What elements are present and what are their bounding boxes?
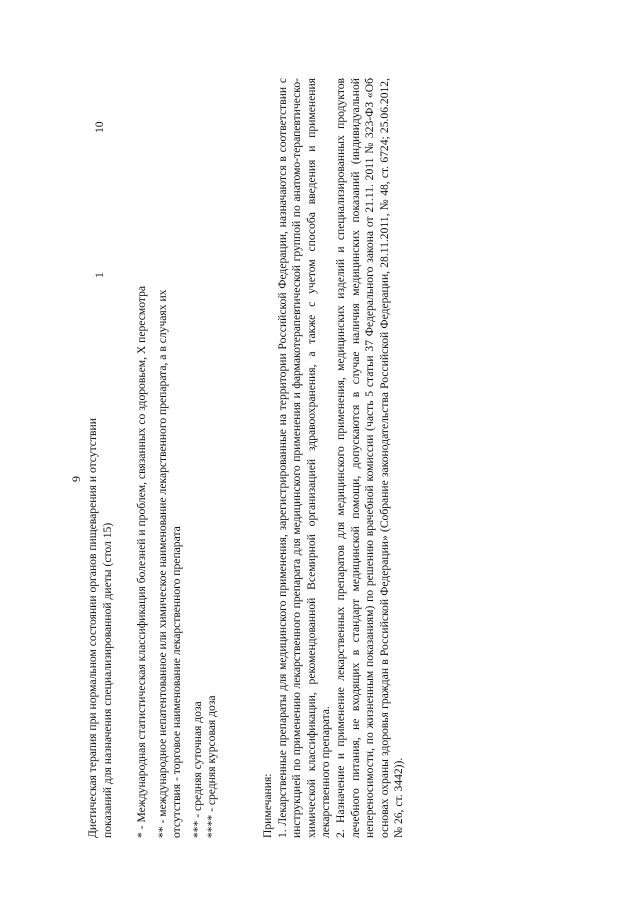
abbreviation-inn: ** - международное непатентованное или химическое наименование лекарственного препарата, а в случаях их [155,289,169,838]
abbreviation-daily-dose: *** - средняя суточная доза [190,701,204,838]
table-row-value-2: 10 [93,121,106,133]
notes-title: Примечания: [261,773,274,838]
table-row-value-1: 1 [93,272,106,278]
note-item-1: 1. Лекарственные препараты для медицинского применения, зарегистрированные на территории Российской Федерации, назначаются в соответствии с инструкцией по применению лекарственного препарата для медицинского применения и фармакотерапевтической группой по анатомо-терапевтическо-химической классификации, рекомендованной Всемирной организацией здравоохранения, а также с учетом способа введения и применения лекарственного препарата. [275,78,333,838]
abbreviation-course-dose: **** - средняя курсовая доза [205,695,219,838]
notes-section [261,78,407,838]
page-number: 9 [69,476,83,482]
table-row [86,78,118,838]
abbreviation-inn-continued: отсутствия - торговое наименование лекарственного препарата [170,526,184,838]
rotated-page-content [69,78,430,838]
note-item-2: 2. Назначение и применение лекарственных препаратов для медицинского применения, медицинских изделий и специализированных продуктов лечебного питания, не входящих в стандарт медицинской помощи, допускаются в случае наличия медицинских показаний (индивидуальной непереносимости, по жизненным показаниям) по решению врачебной комиссии (часть 5 статьи 37 Федерального закона от 21.11. 2011 № 323-ФЗ «Об основах охраны здоровья граждан в Российской Федерации» (Собрание законодательства Российской Федерации, 28.11.2011, № 48, ст. 6724; 25.06.2012, № 26, ст. 3442)). [333,78,406,838]
table-row-label: Диетическая терапия при нормальном состоянии органов пищеварения и отсутствии показаний для назначения специализированной диеты (стол 15) [86,418,114,838]
abbreviation-icd: * - Международная статистическая классификация болезней и проблем, связанных со здоровьем, X пересмотра [135,285,148,838]
abbreviations-legend [135,78,220,838]
